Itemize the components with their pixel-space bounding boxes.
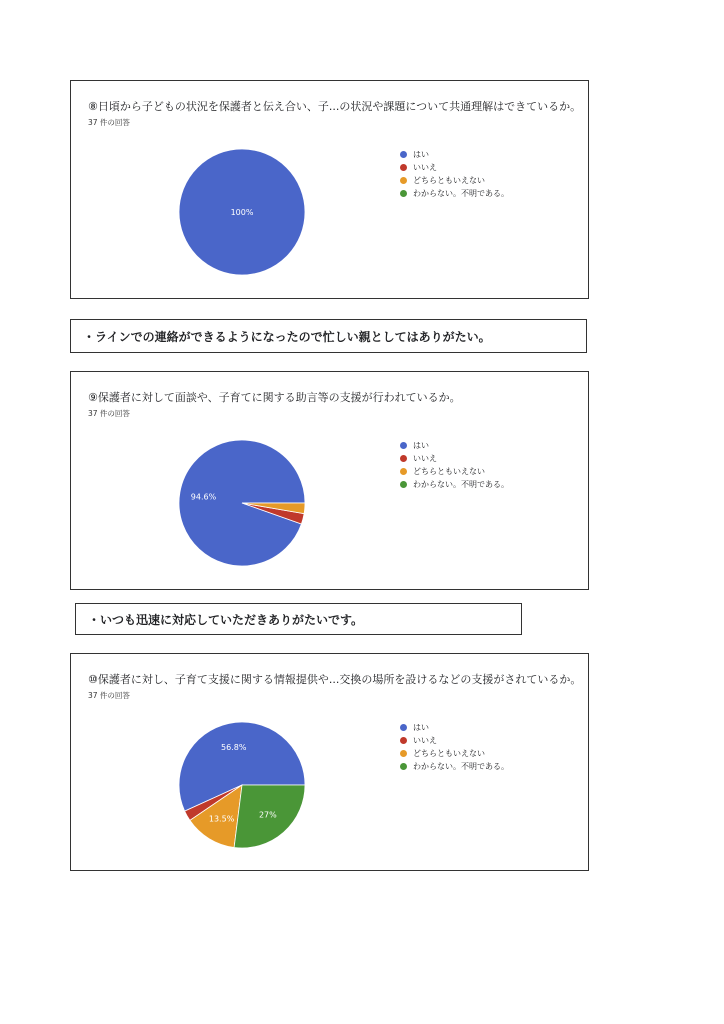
legend-dot-icon (400, 442, 407, 449)
legend-label: はい (413, 150, 429, 159)
legend-dot-icon (400, 481, 407, 488)
legend-label: いいえ (413, 736, 437, 745)
legend-item-unknown (400, 478, 509, 491)
legend-dot-icon (400, 724, 407, 731)
pie-data-label: 56.8% (221, 742, 247, 752)
pie-data-label: 13.5% (208, 814, 235, 824)
legend-item-yes (400, 721, 509, 734)
response-count: 37 件の回答 (88, 409, 130, 418)
chart-legend (400, 439, 509, 491)
legend-label: どちらともいえない (413, 749, 485, 758)
question-title: ⑨保護者に対して面談や、子育てに関する助言等の支援が行われているか。 (88, 391, 461, 404)
legend-dot-icon (400, 190, 407, 197)
legend-dot-icon (400, 164, 407, 171)
legend-label: どちらともいえない (413, 467, 485, 476)
legend-label: はい (413, 723, 429, 732)
comment-text: ・いつも迅速に対応していただきありがたいです。 (88, 612, 364, 627)
survey-card-9 (70, 371, 589, 590)
legend-label: どちらともいえない (413, 176, 485, 185)
pie-data-label: 100% (230, 208, 254, 217)
legend-label: わからない。不明である。 (413, 480, 509, 489)
legend-label: わからない。不明である。 (413, 762, 509, 771)
question-title: ⑩保護者に対し、子育て支援に関する情報提供や...交換の場所を設けるなどの支援がされているか。 (88, 673, 582, 686)
pie-chart (175, 436, 309, 570)
legend-item-unknown (400, 187, 509, 200)
legend-dot-icon (400, 455, 407, 462)
legend-dot-icon (400, 763, 407, 770)
legend-dot-icon (400, 737, 407, 744)
chart-legend (400, 721, 509, 773)
legend-item-neither (400, 747, 509, 760)
pie-data-label: 27% (258, 810, 277, 820)
question-title: ⑧日頃から子どもの状況を保護者と伝え合い、子...の状況や課題について共通理解はできているか。 (88, 100, 582, 113)
legend-item-yes (400, 148, 509, 161)
legend-dot-icon (400, 468, 407, 475)
legend-item-neither (400, 174, 509, 187)
legend-item-neither (400, 465, 509, 478)
legend-item-no (400, 734, 509, 747)
comment-box (75, 603, 522, 635)
survey-card-10 (70, 653, 589, 871)
survey-card-8 (70, 80, 589, 299)
legend-item-no (400, 452, 509, 465)
legend-item-yes (400, 439, 509, 452)
response-count: 37 件の回答 (88, 691, 130, 700)
pie-chart (175, 145, 309, 279)
response-count: 37 件の回答 (88, 118, 130, 127)
legend-dot-icon (400, 151, 407, 158)
legend-label: はい (413, 441, 429, 450)
legend-item-unknown (400, 760, 509, 773)
chart-legend (400, 148, 509, 200)
legend-label: いいえ (413, 454, 437, 463)
legend-label: いいえ (413, 163, 437, 172)
pie-chart (175, 718, 309, 852)
pie-data-label: 94.6% (190, 492, 217, 502)
legend-label: わからない。不明である。 (413, 189, 509, 198)
legend-dot-icon (400, 177, 407, 184)
comment-text: ・ラインでの連絡ができるようになったので忙しい親としてはありがたい。 (83, 329, 491, 344)
legend-dot-icon (400, 750, 407, 757)
comment-box (70, 319, 587, 353)
legend-item-no (400, 161, 509, 174)
